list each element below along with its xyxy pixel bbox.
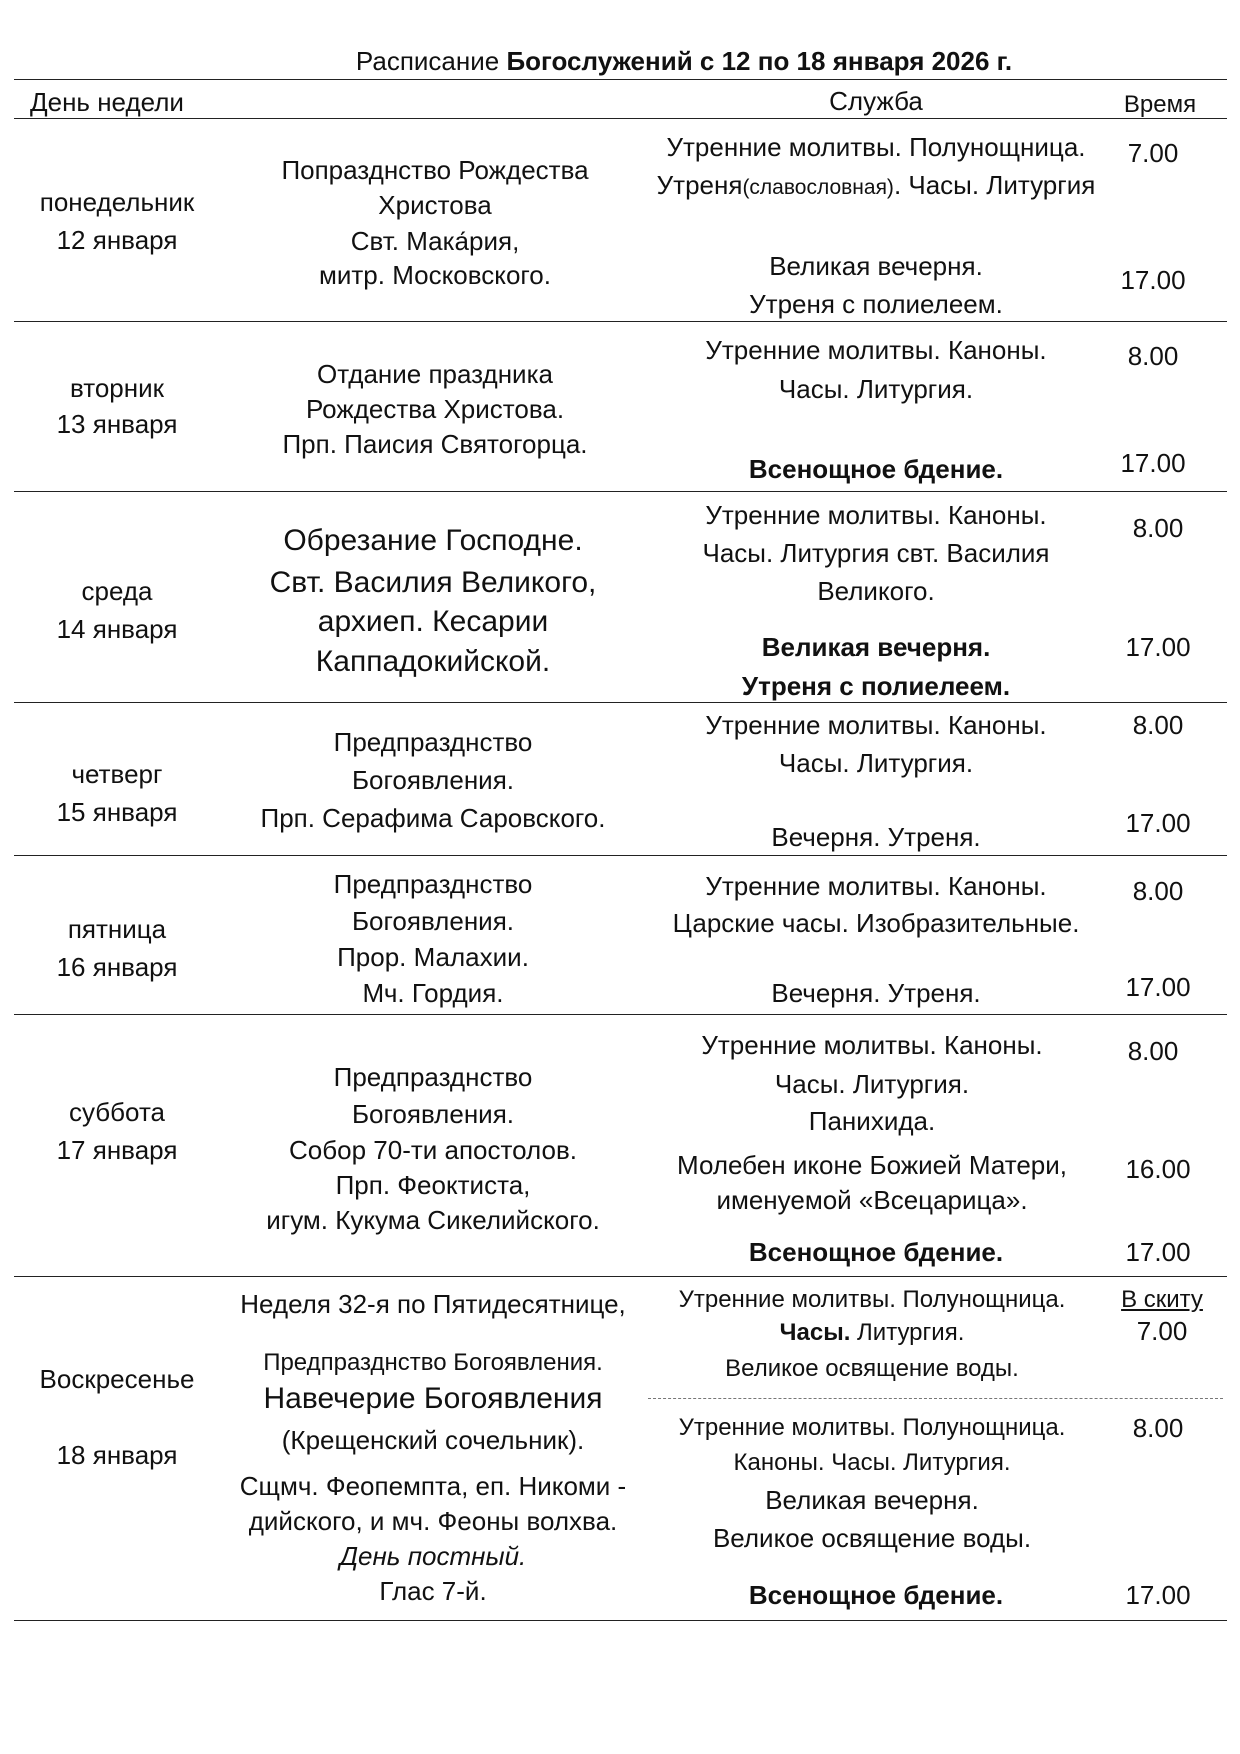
weekday: понедельник: [39, 187, 195, 217]
feast-line: Сщмч. Феопемпта, еп. Никоми -: [239, 1471, 627, 1501]
service-part: . Часы. Литургия: [893, 170, 1096, 200]
service-line: Утренние молитвы. Каноны.: [705, 871, 1047, 901]
feast-line: Предпразднство: [333, 869, 533, 899]
time: 7.00: [1136, 1316, 1188, 1346]
weekday: вторник: [69, 373, 165, 403]
divider-row: [14, 702, 1227, 703]
feast-line: Богоявления.: [351, 765, 515, 795]
divider-row: [14, 1276, 1227, 1277]
feast-line: Богоявления.: [351, 1099, 515, 1129]
service-part: Часы.: [779, 1319, 851, 1346]
title-bold: Богослужений с 12 по 18 января 2026 г.: [506, 46, 1013, 76]
time: 8.00: [1132, 1413, 1184, 1443]
service-line: Панихида.: [808, 1106, 936, 1136]
feast-line: День постный.: [339, 1541, 527, 1571]
time: 8.00: [1132, 710, 1184, 740]
feast-line: Прп. Паисия Святогорца.: [282, 429, 588, 459]
feast-line: Свт. Василия Великого,: [269, 566, 597, 599]
service-part: Утреня: [656, 170, 743, 200]
service-line: Утренние молитвы. Полунощница.: [678, 1286, 1066, 1313]
service-line: Всенощное бдение.: [748, 1237, 1004, 1267]
feast-line: Рождества Христова.: [305, 394, 565, 424]
service-line: Часы. Литургия.: [778, 748, 974, 778]
time: 8.00: [1132, 876, 1184, 906]
weekday: Воскресенье: [39, 1364, 195, 1394]
service-line: Часы. Литургия.: [774, 1069, 970, 1099]
title-prefix: Расписание: [355, 46, 507, 76]
date: 15 января: [56, 797, 178, 827]
feast-line: Предпразднство Богоявления.: [263, 1349, 603, 1376]
times-label: В скиту: [1121, 1286, 1203, 1313]
date: 12 января: [56, 225, 178, 255]
service-line: Часы. Литургия.: [778, 374, 974, 404]
feast-line: архиеп. Кесарии: [317, 605, 549, 638]
service-line: Великая вечерня.: [769, 251, 983, 281]
feast-line: Попразднство Рождества: [281, 155, 589, 185]
time: 17.00: [1125, 1237, 1191, 1267]
service-line: Великая вечерня.: [765, 1485, 979, 1515]
service-line: Великого.: [817, 576, 935, 606]
date: 17 января: [56, 1135, 178, 1165]
divider-top: [14, 79, 1227, 80]
feast-line: Богоявления.: [351, 906, 515, 936]
feast-line: Глас 7-й.: [379, 1576, 487, 1606]
service-line: Утренние молитвы. Полунощница.: [666, 132, 1086, 162]
page-title: [356, 48, 1012, 74]
service-line: именуемой «Всецарица».: [716, 1185, 1028, 1215]
feast-line: (Крещенский сочельник).: [281, 1425, 585, 1455]
divider-bottom: [14, 1620, 1227, 1621]
service-line: Утренние молитвы. Полунощница.: [678, 1414, 1066, 1441]
service-line: Утренние молитвы. Каноны.: [705, 335, 1047, 365]
divider-row: [14, 855, 1227, 856]
time: 17.00: [1125, 972, 1191, 1002]
divider-row: [14, 491, 1227, 492]
weekday: пятница: [67, 914, 167, 944]
date: 13 января: [56, 409, 178, 439]
feast-line: Обрезание Господне.: [283, 524, 583, 557]
time: 17.00: [1120, 265, 1186, 295]
service-line: Утренние молитвы. Каноны.: [705, 710, 1047, 740]
dashed-separator: [648, 1398, 1223, 1399]
feast-line: Свт. Мака́рия,: [350, 226, 520, 256]
time: 17.00: [1125, 632, 1191, 662]
feast-line: Предпразднство: [333, 1062, 533, 1092]
feast-line: дийского, и мч. Феоны волхва.: [248, 1506, 618, 1536]
service-line: Великое освящение воды.: [725, 1355, 1019, 1382]
feast-line: Отдание праздника: [317, 359, 553, 389]
service-line: Утреня с полиелеем.: [749, 289, 1003, 319]
time: 7.00: [1127, 138, 1179, 168]
header-time: Время: [1123, 91, 1197, 118]
header-day: День недели: [30, 87, 184, 117]
time: 17.00: [1125, 808, 1191, 838]
feast-line: митр. Московского.: [319, 260, 551, 290]
service-line: Всенощное бдение.: [748, 454, 1004, 484]
feast-line: Мч. Гордия.: [362, 978, 504, 1008]
service-line: Вечерня. Утреня.: [771, 978, 981, 1008]
service-line: Вечерня. Утреня.: [771, 822, 981, 852]
divider-header: [14, 118, 1227, 119]
time: 17.00: [1125, 1580, 1191, 1610]
feast-line: игум. Кукума Сикелийского.: [266, 1205, 600, 1235]
date: 18 января: [56, 1440, 178, 1470]
service-line: [780, 1319, 965, 1347]
feast-line: Навечерие Богоявления: [263, 1382, 603, 1415]
time: 8.00: [1132, 513, 1184, 543]
service-line: Всенощное бдение.: [748, 1580, 1004, 1610]
date: 16 января: [56, 952, 178, 982]
service-line: Великая вечерня.: [761, 632, 991, 662]
feast-line: Прп. Серафима Саровского.: [260, 803, 606, 833]
service-line: Утренние молитвы. Каноны.: [701, 1030, 1043, 1060]
service-line: Каноны. Часы. Литургия.: [733, 1449, 1011, 1476]
service-line: Утренние молитвы. Каноны.: [705, 500, 1047, 530]
service-line: Утреня с полиелеем.: [741, 671, 1011, 701]
service-line: [657, 172, 1096, 198]
service-line: Часы. Литургия свт. Василия: [702, 538, 1050, 568]
feast-line: Прп. Феоктиста,: [335, 1170, 531, 1200]
feast-line: Прор. Малахии.: [337, 942, 529, 972]
date: 14 января: [56, 614, 178, 644]
weekday: суббота: [68, 1097, 166, 1127]
divider-row: [14, 1014, 1227, 1015]
feast-line: Собор 70-ти апостолов.: [289, 1135, 577, 1165]
feast-line: Христова: [378, 190, 492, 220]
feast-line: Неделя 32-я по Пятидесятнице,: [240, 1289, 626, 1319]
header-service: Служба: [829, 86, 923, 116]
weekday: четверг: [71, 759, 163, 789]
time: 17.00: [1120, 448, 1186, 478]
service-note: (славословная): [742, 176, 894, 199]
feast-line: Каппадокийской.: [315, 645, 551, 678]
weekday: среда: [81, 576, 153, 606]
time: 8.00: [1127, 341, 1179, 371]
time: 16.00: [1125, 1154, 1191, 1184]
feast-line: Предпразднство: [333, 727, 533, 757]
service-part: Литургия.: [850, 1319, 965, 1346]
service-line: Великое освящение воды.: [712, 1523, 1032, 1553]
divider-row: [14, 321, 1227, 322]
service-line: Царские часы. Изобразительные.: [672, 908, 1080, 938]
service-line: Молебен иконе Божией Матери,: [677, 1150, 1067, 1180]
time: 8.00: [1127, 1036, 1179, 1066]
